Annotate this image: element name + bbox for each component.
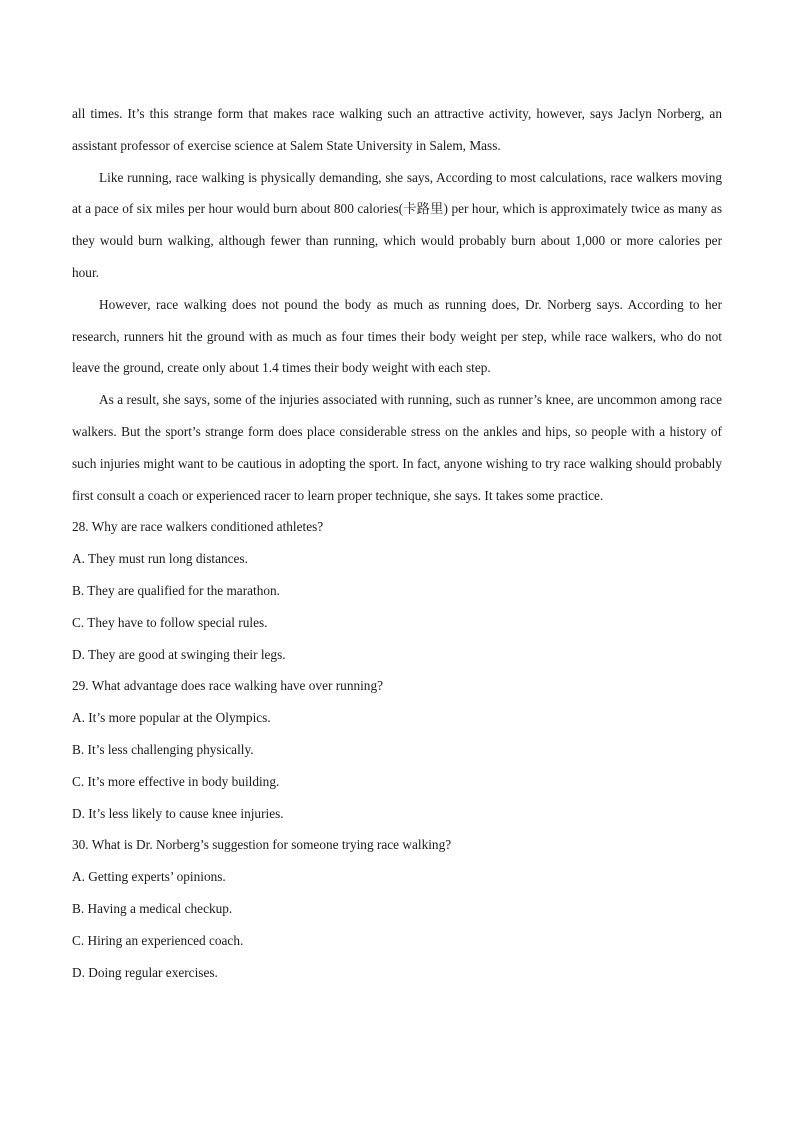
answer-option-b: B. It’s less challenging physically.	[72, 741, 254, 757]
answer-option-d: D. It’s less likely to cause knee injuries.	[72, 805, 284, 821]
answer-option-a: A. Getting experts’ opinions.	[72, 869, 226, 885]
passage-paragraph: Like running, race walking is physically demanding, she says, According to most calculations, race walkers moving at a pace of six miles per hour would burn about 800 calories(卡路里) per hour, which is approximately twice as many as they would burn walking, although fewer than running, which would probably burn about 1,000 or more calories per hour.	[72, 169, 722, 280]
question-stem: 30. What is Dr. Norberg’s suggestion for someone trying race walking?	[72, 837, 452, 853]
question-stem: 29. What advantage does race walking have over running?	[72, 678, 384, 694]
answer-option-a: A. It’s more popular at the Olympics.	[72, 710, 271, 726]
passage-paragraph: However, race walking does not pound the body as much as running does, Dr. Norberg says. According to her research, runners hit the ground with as much as four times their body weight per step, while race walkers, who do not leave the ground, create only about 1.4 times their body weight with each step.	[72, 296, 722, 376]
answer-option-b: B. They are qualified for the marathon.	[72, 582, 280, 598]
reading-passage	[72, 98, 722, 511]
document-page	[72, 98, 722, 988]
answer-option-d: D. They are good at swinging their legs.	[72, 646, 286, 662]
passage-paragraph: all times. It’s this strange form that makes race walking such an attractive activity, however, says Jaclyn Norberg, an assistant professor of exercise science at Salem State University in Salem, Mass.	[72, 106, 722, 153]
answer-option-b: B. Having a medical checkup.	[72, 900, 233, 916]
answer-option-d: D. Doing regular exercises.	[72, 964, 218, 980]
answer-option-c: C. It’s more effective in body building.	[72, 773, 280, 789]
answer-option-a: A. They must run long distances.	[72, 551, 248, 567]
question-29	[72, 670, 722, 829]
question-30	[72, 829, 722, 988]
question-28	[72, 511, 722, 670]
passage-paragraph: As a result, she says, some of the injuries associated with running, such as runner’s knee, are uncommon among race walkers. But the sport’s strange form does place considerable stress on the ankles and hips, so people with a history of such injuries might want to be cautious in adopting the sport. In fact, anyone wishing to try race walking should probably first consult a coach or experienced racer to learn proper technique, she says. It takes some practice.	[72, 392, 722, 503]
answer-option-c: C. Hiring an experienced coach.	[72, 932, 244, 948]
question-stem: 28. Why are race walkers conditioned athletes?	[72, 519, 324, 535]
answer-option-c: C. They have to follow special rules.	[72, 614, 268, 630]
